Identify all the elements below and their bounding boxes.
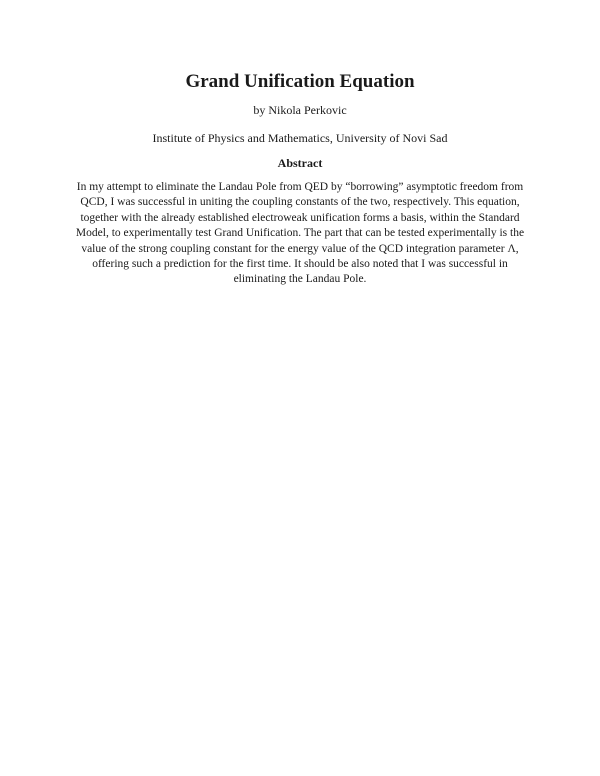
abstract-text: In my attempt to eliminate the Landau Pole from QED by “borrowing” asymptotic freedom from QCD, I was successful in uniting the coupling constants of the two, respectively. This equation, together with the already established electroweak unification forms a basis, within the Standard Model, to experimentally test Grand Unification. The part that can be tested experimentally is the value of the strong coupling constant for the energy value of the QCD integration parameter Λ, offering such a prediction for the first time. It should be also noted that I was successful in eliminating the Landau Pole. [75,181,525,286]
paper-title: Grand Unification Equation [185,71,415,92]
paper-affiliation: Institute of Physics and Mathematics, University of Novi Sad [152,131,448,145]
abstract-heading: Abstract [277,156,323,170]
paper-author: by Nikola Perkovic [253,103,347,117]
